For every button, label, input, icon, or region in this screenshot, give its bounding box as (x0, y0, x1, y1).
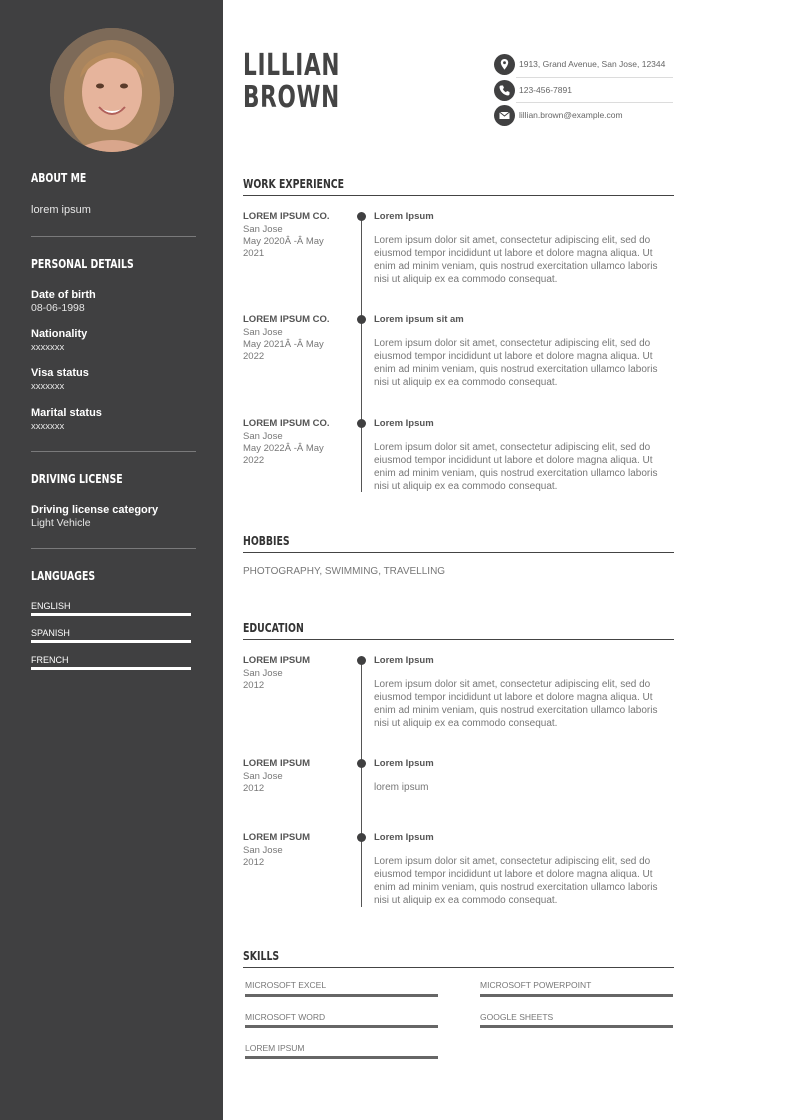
work-location: San Jose (243, 327, 283, 338)
language-name: ENGLISH (31, 601, 71, 611)
about-me-text: lorem ipsum (31, 204, 91, 216)
work-timeline (361, 216, 362, 492)
job-title: Lorem Ipsum (374, 418, 434, 429)
languages-title: LANGUAGES (31, 569, 96, 583)
hobbies-text: PHOTOGRAPHY, SWIMMING, TRAVELLING (243, 566, 446, 577)
skill-level-bar (245, 1056, 438, 1059)
section-rule (243, 967, 674, 968)
skill-level-bar (245, 1025, 438, 1028)
last-name: BROWN (243, 80, 340, 115)
education-year: 2012 (243, 857, 265, 868)
divider (516, 102, 673, 103)
timeline-dot (357, 212, 366, 221)
visa-status-value: xxxxxxx (31, 381, 65, 392)
work-dates: May 2020Â -Â May 2021 (243, 236, 324, 259)
envelope-icon (494, 105, 515, 126)
contact-phone (494, 80, 674, 104)
timeline-dot (357, 315, 366, 324)
language-level-bar (31, 613, 191, 616)
sidebar (0, 0, 223, 1120)
skill-level-bar (245, 994, 438, 997)
skill-name: GOOGLE SHEETS (480, 1012, 554, 1022)
section-rule (243, 552, 674, 553)
company-name: LOREM IPSUM CO. (243, 211, 330, 222)
driving-category-value: Light Vehicle (31, 517, 91, 529)
education-description: Lorem ipsum dolor sit amet, consectetur adipiscing elit, sed do eiusmod tempor incididunt ut labore et dolore magna aliqua. Ut enim ad minim veniam, quis nostrud exercitation ullamco laboris nisi ut aliquip ex ea commodo consequat. (374, 679, 658, 729)
work-dates: May 2021Â -Â May 2022 (243, 339, 324, 362)
job-description: Lorem ipsum dolor sit amet, consectetur adipiscing elit, sed do eiusmod tempor incididunt ut labore et dolore magna aliqua. Ut enim ad minim veniam, quis nostrud exercitation ullamco laboris nisi ut aliquip ex ea commodo consequat. (374, 338, 658, 388)
first-name: LILLIAN (243, 48, 341, 83)
education-description: lorem ipsum (374, 782, 429, 793)
work-experience-title: WORK EXPERIENCE (243, 177, 345, 191)
divider (31, 451, 196, 452)
work-location: San Jose (243, 431, 283, 442)
language-level-bar (31, 640, 191, 643)
skill-name: MICROSOFT POWERPOINT (480, 980, 592, 990)
education-year: 2012 (243, 680, 265, 691)
company-name: LOREM IPSUM CO. (243, 314, 330, 325)
dob-label: Date of birth (31, 289, 96, 301)
degree-title: Lorem Ipsum (374, 832, 434, 843)
timeline-dot (357, 419, 366, 428)
address-text: 1913, Grand Avenue, San Jose, 12344 (519, 59, 666, 69)
school-location: San Jose (243, 771, 283, 782)
education-description: Lorem ipsum dolor sit amet, consectetur adipiscing elit, sed do eiusmod tempor incididunt ut labore et dolore magna aliqua. Ut enim ad minim veniam, quis nostrud exercitation ullamco laboris nisi ut aliquip ex ea commodo consequat. (374, 856, 658, 906)
job-description: Lorem ipsum dolor sit amet, consectetur adipiscing elit, sed do eiusmod tempor incididunt ut labore et dolore magna aliqua. Ut enim ad minim veniam, quis nostrud exercitation ullamco laboris nisi ut aliquip ex ea commodo consequat. (374, 442, 658, 492)
divider (516, 77, 673, 78)
about-me-title: ABOUT ME (31, 171, 87, 185)
degree-title: Lorem Ipsum (374, 758, 434, 769)
visa-status-label: Visa status (31, 367, 89, 379)
driving-license-title: DRIVING LICENSE (31, 472, 123, 486)
section-rule (243, 639, 674, 640)
skill-level-bar (480, 994, 673, 997)
timeline-dot (357, 656, 366, 665)
nationality-value: xxxxxxx (31, 342, 65, 353)
job-description: Lorem ipsum dolor sit amet, consectetur adipiscing elit, sed do eiusmod tempor incididunt ut labore et dolore magna aliqua. Ut enim ad minim veniam, quis nostrud exercitation ullamco laboris nisi ut aliquip ex ea commodo consequat. (374, 235, 658, 285)
skill-name: MICROSOFT EXCEL (245, 980, 327, 990)
language-level-bar (31, 667, 191, 670)
company-name: LOREM IPSUM CO. (243, 418, 330, 429)
hobbies-title: HOBBIES (243, 534, 290, 548)
school-location: San Jose (243, 845, 283, 856)
skill-name: MICROSOFT WORD (245, 1012, 326, 1022)
profile-photo (50, 28, 174, 152)
marital-status-value: xxxxxxx (31, 421, 65, 432)
timeline-dot (357, 833, 366, 842)
skill-name: LOREM IPSUM (245, 1043, 305, 1053)
education-timeline (361, 660, 362, 907)
education-title: EDUCATION (243, 621, 304, 635)
phone-icon (494, 80, 515, 101)
email-text[interactable]: lillian.brown@example.com (519, 110, 623, 120)
candidate-name (243, 50, 340, 114)
school-name: LOREM IPSUM (243, 832, 311, 843)
personal-details-title: PERSONAL DETAILS (31, 257, 134, 271)
work-dates: May 2022Â -Â May 2022 (243, 443, 324, 466)
phone-text: 123-456-7891 (519, 85, 572, 95)
divider (31, 236, 196, 237)
marital-status-label: Marital status (31, 407, 102, 419)
language-name: SPANISH (31, 628, 70, 638)
dob-value: 08-06-1998 (31, 302, 85, 314)
nationality-label: Nationality (31, 328, 88, 340)
contact-email (494, 105, 674, 129)
school-name: LOREM IPSUM (243, 758, 311, 769)
work-location: San Jose (243, 224, 283, 235)
skill-level-bar (480, 1025, 673, 1028)
education-year: 2012 (243, 783, 265, 794)
location-pin-icon (494, 54, 515, 75)
job-title: Lorem Ipsum (374, 211, 434, 222)
timeline-dot (357, 759, 366, 768)
contact-address (494, 54, 674, 78)
skills-title: SKILLS (243, 949, 280, 963)
job-title: Lorem ipsum sit am (374, 314, 464, 325)
school-name: LOREM IPSUM (243, 655, 311, 666)
degree-title: Lorem Ipsum (374, 655, 434, 666)
section-rule (243, 195, 674, 196)
school-location: San Jose (243, 668, 283, 679)
divider (31, 548, 196, 549)
driving-category-label: Driving license category (31, 504, 159, 516)
language-name: FRENCH (31, 655, 69, 665)
